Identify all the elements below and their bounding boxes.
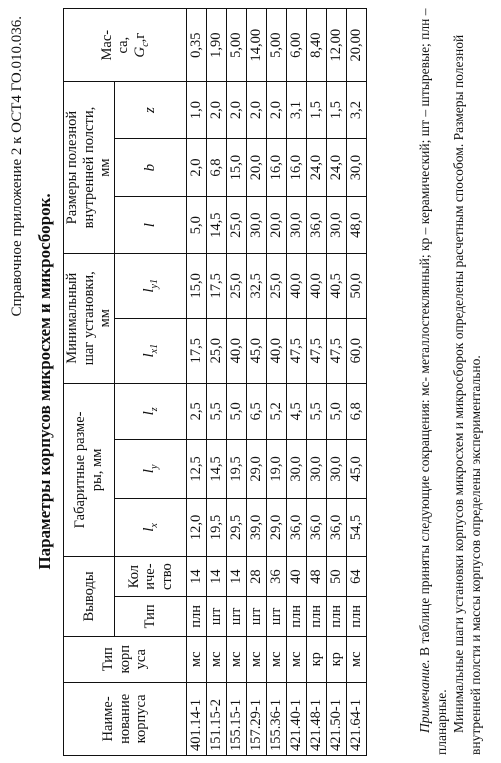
table-row <box>207 9 227 756</box>
cell-pin_type: шт <box>247 596 267 636</box>
cell-b: 15,0 <box>227 138 247 197</box>
cell-lx1: 40,0 <box>227 318 247 383</box>
reference-note: Справочное приложение 2 к ОСТ4 ГО.010.036. <box>9 16 25 317</box>
cell-l: 30,0 <box>247 197 267 253</box>
cell-b: 16,0 <box>267 138 287 197</box>
cell-l: 5,0 <box>187 197 207 253</box>
cell-ly1: 40,0 <box>287 253 307 318</box>
cell-ly: 45,0 <box>347 440 367 499</box>
cell-b: 16,0 <box>287 138 307 197</box>
cell-lx: 29,5 <box>227 498 247 557</box>
cell-type: мс <box>227 636 247 682</box>
cell-pin_count: 14 <box>227 557 247 597</box>
cell-type: мс <box>287 636 307 682</box>
header-dimensions: Габаритные разме- ры, мм <box>64 383 115 557</box>
cell-ly1: 17,5 <box>207 253 227 318</box>
cell-name: 421.64-1 <box>347 682 367 755</box>
cell-name: 157.29-1 <box>247 682 267 755</box>
cell-ly1: 50,0 <box>347 253 367 318</box>
footnote-paragraph-2: Минимальные шаги установки корпусов микросхем и микросборок определены расчетным способом. Размеры полезной внутренней полсти и массы корпусов определены экспериментально. <box>451 34 483 755</box>
header-ly1: $l_{y1}$ <box>115 253 187 318</box>
cell-lz: 5,2 <box>267 383 287 439</box>
table-row <box>287 9 307 756</box>
cell-lx1: 60,0 <box>347 318 367 383</box>
cell-ly: 30,0 <box>327 440 347 499</box>
cell-ly: 14,5 <box>207 440 227 499</box>
table-row <box>307 9 327 756</box>
cell-z: 2,0 <box>207 82 227 138</box>
cell-pin_count: 28 <box>247 557 267 597</box>
cell-z: 3,2 <box>347 82 367 138</box>
cell-mass: 8,40 <box>307 9 327 82</box>
cell-b: 30,0 <box>347 138 367 197</box>
cell-lx: 39,0 <box>247 498 267 557</box>
header-pin-count: Кол иче- ство <box>115 557 187 597</box>
cell-lx: 19,5 <box>207 498 227 557</box>
cell-type: мс <box>347 636 367 682</box>
cell-name: 151.15-2 <box>207 682 227 755</box>
cell-pin_type: плн <box>187 596 207 636</box>
table-row <box>327 9 347 756</box>
cell-b: 24,0 <box>327 138 347 197</box>
header-pin-type: Тип <box>115 596 187 636</box>
cell-lx: 36,0 <box>327 498 347 557</box>
cell-b: 2,0 <box>187 138 207 197</box>
cell-ly: 29,0 <box>247 440 267 499</box>
cell-z: 2,0 <box>227 82 247 138</box>
cell-ly: 12,5 <box>187 440 207 499</box>
cell-mass: 14,00 <box>247 9 267 82</box>
cell-l: 14,5 <box>207 197 227 253</box>
cell-name: 155.36-1 <box>267 682 287 755</box>
cell-ly1: 32,5 <box>247 253 267 318</box>
cell-ly: 30,0 <box>287 440 307 499</box>
table-row <box>187 9 207 756</box>
cell-pin_count: 14 <box>207 557 227 597</box>
cell-lx1: 17,5 <box>187 318 207 383</box>
table-row <box>247 9 267 756</box>
cell-ly1: 40,0 <box>307 253 327 318</box>
header-lx: $l_x$ <box>115 498 187 557</box>
cell-z: 2,0 <box>247 82 267 138</box>
cell-lx: 12,0 <box>187 498 207 557</box>
cell-mass: 1,90 <box>207 9 227 82</box>
cell-lx1: 47,5 <box>307 318 327 383</box>
header-b: b <box>115 138 187 197</box>
header-name: Наиме- нование корпуса <box>64 682 187 755</box>
cell-pin_type: шт <box>227 596 247 636</box>
cell-mass: 5,00 <box>227 9 247 82</box>
cell-name: 155.15-1 <box>227 682 247 755</box>
cell-name: 421.40-1 <box>287 682 307 755</box>
cell-lx: 54,5 <box>347 498 367 557</box>
cell-l: 30,0 <box>287 197 307 253</box>
cell-lz: 2,5 <box>187 383 207 439</box>
cell-lz: 5,0 <box>227 383 247 439</box>
cell-b: 6,8 <box>207 138 227 197</box>
cell-mass: 12,00 <box>327 9 347 82</box>
header-lx1: $l_{x1}$ <box>115 318 187 383</box>
cell-lx: 36,0 <box>307 498 327 557</box>
cell-ly1: 15,0 <box>187 253 207 318</box>
cell-lz: 6,5 <box>247 383 267 439</box>
cell-ly1: 25,0 <box>267 253 287 318</box>
cell-pin_count: 64 <box>347 557 367 597</box>
header-min-step: Минимальный шаг установки, мм <box>64 253 115 383</box>
cell-mass: 6,00 <box>287 9 307 82</box>
cell-lx: 29,0 <box>267 498 287 557</box>
cell-pin_count: 50 <box>327 557 347 597</box>
table-row <box>267 9 287 756</box>
footnote-paragraph-1: Примечание. В таблице приняты следующие сокращения: мс- металлостеклянный; кр – керамический; шт – штыревые; плн – планарные. <box>417 8 449 755</box>
cell-z: 1,5 <box>307 82 327 138</box>
table-title: Параметры корпусов микросхем и микросборок. <box>35 193 54 570</box>
cell-lz: 5,0 <box>327 383 347 439</box>
cell-lz: 5,5 <box>307 383 327 439</box>
cell-lx1: 45,0 <box>247 318 267 383</box>
cell-ly: 19,0 <box>267 440 287 499</box>
cell-ly1: 25,0 <box>227 253 247 318</box>
cell-pin_type: плн <box>327 596 347 636</box>
cell-type: кр <box>307 636 327 682</box>
cell-pin_type: шт <box>267 596 287 636</box>
cell-lx1: 40,0 <box>267 318 287 383</box>
table-row <box>227 9 247 756</box>
cell-pin_count: 48 <box>307 557 327 597</box>
header-z: z <box>115 82 187 138</box>
table-row <box>347 9 367 756</box>
cell-lz: 4,5 <box>287 383 307 439</box>
cell-lx: 36,0 <box>287 498 307 557</box>
header-useful-cavity: Размеры полезной внутренней полсти, мм <box>64 82 115 254</box>
parameters-table <box>63 8 367 756</box>
cell-ly1: 40,5 <box>327 253 347 318</box>
cell-mass: 0,35 <box>187 9 207 82</box>
cell-l: 48,0 <box>347 197 367 253</box>
cell-z: 2,0 <box>267 82 287 138</box>
header-ly: $l_y$ <box>115 440 187 499</box>
table-body <box>187 9 367 756</box>
cell-type: мс <box>207 636 227 682</box>
header-mass: Мас- са, $G_c,г$ <box>64 9 187 82</box>
cell-pin_count: 40 <box>287 557 307 597</box>
cell-name: 421.50-1 <box>327 682 347 755</box>
cell-pin_count: 36 <box>267 557 287 597</box>
cell-ly: 30,0 <box>307 440 327 499</box>
cell-type: кр <box>327 636 347 682</box>
cell-b: 24,0 <box>307 138 327 197</box>
cell-l: 25,0 <box>227 197 247 253</box>
cell-b: 20,0 <box>247 138 267 197</box>
footnote <box>416 5 484 755</box>
cell-z: 1,5 <box>327 82 347 138</box>
cell-l: 36,0 <box>307 197 327 253</box>
cell-pin_type: плн <box>307 596 327 636</box>
cell-type: мс <box>267 636 287 682</box>
cell-l: 30,0 <box>327 197 347 253</box>
header-type: Тип корп уса <box>64 636 187 682</box>
cell-pin_type: плн <box>347 596 367 636</box>
cell-pin_type: шт <box>207 596 227 636</box>
cell-pin_type: плн <box>287 596 307 636</box>
cell-name: 401.14-1 <box>187 682 207 755</box>
cell-lx1: 25,0 <box>207 318 227 383</box>
cell-ly: 19,5 <box>227 440 247 499</box>
header-pins: Выводы <box>64 557 115 637</box>
cell-lz: 5,5 <box>207 383 227 439</box>
cell-type: мс <box>247 636 267 682</box>
header-lz: $l_z$ <box>115 383 187 439</box>
cell-mass: 5,00 <box>267 9 287 82</box>
cell-pin_count: 14 <box>187 557 207 597</box>
header-l: l <box>115 197 187 253</box>
cell-lx1: 47,5 <box>327 318 347 383</box>
cell-lz: 6,8 <box>347 383 367 439</box>
cell-z: 1,0 <box>187 82 207 138</box>
cell-l: 20,0 <box>267 197 287 253</box>
cell-type: мс <box>187 636 207 682</box>
cell-mass: 20,00 <box>347 9 367 82</box>
cell-lx1: 47,5 <box>287 318 307 383</box>
cell-name: 421.48-1 <box>307 682 327 755</box>
cell-z: 3,1 <box>287 82 307 138</box>
